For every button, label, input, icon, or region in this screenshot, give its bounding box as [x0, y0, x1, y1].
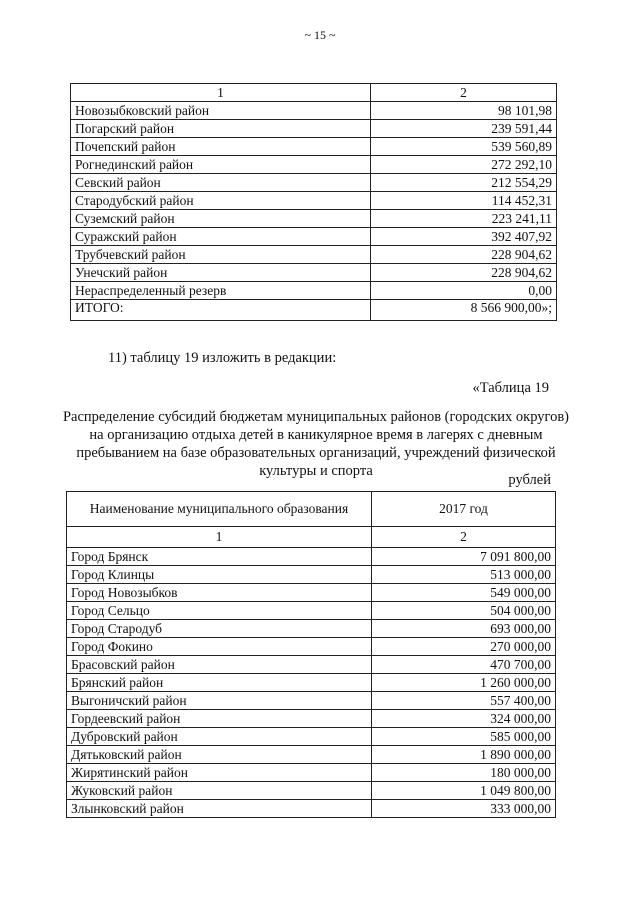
column-numbers-row	[67, 527, 556, 548]
row-name: Рогнединский район	[71, 156, 371, 174]
table-row	[71, 138, 557, 156]
table-row	[67, 782, 556, 800]
table-total-row	[71, 300, 557, 321]
row-value: 324 000,00	[372, 710, 556, 728]
row-value: 8 566 900,00»;	[371, 300, 557, 321]
table-row	[67, 602, 556, 620]
row-value: 98 101,98	[371, 102, 557, 120]
row-value: 513 000,00	[372, 566, 556, 584]
row-name: Злынковский район	[67, 800, 372, 818]
table-row	[67, 620, 556, 638]
table-row	[67, 710, 556, 728]
row-name: Город Брянск	[67, 548, 372, 566]
column-number-2: 2	[372, 527, 556, 548]
column-header-year: 2017 год	[372, 492, 556, 527]
table-row	[67, 764, 556, 782]
table-row	[67, 566, 556, 584]
row-value: 1 260 000,00	[372, 674, 556, 692]
row-name: Город Сельцо	[67, 602, 372, 620]
row-value: 557 400,00	[372, 692, 556, 710]
table-row	[71, 156, 557, 174]
row-value: 0,00	[371, 282, 557, 300]
table-row	[67, 746, 556, 764]
column-number-1: 1	[67, 527, 372, 548]
row-name: Унечский район	[71, 264, 371, 282]
currency-unit: рублей	[508, 472, 551, 488]
row-name: Выгоничский район	[67, 692, 372, 710]
table-row	[71, 228, 557, 246]
table-row	[71, 192, 557, 210]
row-name: Суражский район	[71, 228, 371, 246]
row-value: 228 904,62	[371, 246, 557, 264]
table-label: «Таблица 19	[472, 380, 549, 396]
row-value: 114 452,31	[371, 192, 557, 210]
row-value: 392 407,92	[371, 228, 557, 246]
row-name: Жуковский район	[67, 782, 372, 800]
row-name: Почепский район	[71, 138, 371, 156]
row-name: Брянский район	[67, 674, 372, 692]
column-number-2: 2	[371, 84, 557, 102]
table-row	[71, 120, 557, 138]
row-value: 585 000,00	[372, 728, 556, 746]
row-name: Погарский район	[71, 120, 371, 138]
row-name: ИТОГО:	[71, 300, 371, 321]
table-row	[67, 692, 556, 710]
row-value: 1 890 000,00	[372, 746, 556, 764]
row-name: Севский район	[71, 174, 371, 192]
table-row	[71, 282, 557, 300]
row-value: 223 241,11	[371, 210, 557, 228]
table-row	[67, 548, 556, 566]
row-value: 7 091 800,00	[372, 548, 556, 566]
row-name: Брасовский район	[67, 656, 372, 674]
row-name: Город Новозыбков	[67, 584, 372, 602]
row-name: Город Стародуб	[67, 620, 372, 638]
table-row	[71, 264, 557, 282]
amendment-instruction: 11) таблицу 19 изложить в редакции:	[108, 350, 337, 366]
table-header-row	[67, 492, 556, 527]
row-value: 228 904,62	[371, 264, 557, 282]
row-name: Город Клинцы	[67, 566, 372, 584]
table-row	[67, 584, 556, 602]
row-value: 212 554,29	[371, 174, 557, 192]
row-value: 272 292,10	[371, 156, 557, 174]
column-header-municipality: Наименование муниципального образования	[67, 492, 372, 527]
row-value: 693 000,00	[372, 620, 556, 638]
table-row	[67, 728, 556, 746]
row-name: Суземский район	[71, 210, 371, 228]
row-value: 270 000,00	[372, 638, 556, 656]
row-value: 180 000,00	[372, 764, 556, 782]
table-row	[67, 800, 556, 818]
row-value: 1 049 800,00	[372, 782, 556, 800]
table-title: Распределение субсидий бюджетам муниципальных районов (городских округов) на организацию отдыха детей в каникулярное время в лагерях с дневным пребыванием на базе образовательных организаций, учреждений физической культуры и спорта	[62, 409, 570, 479]
row-value: 539 560,89	[371, 138, 557, 156]
table-row	[67, 674, 556, 692]
row-name: Нераспределенный резерв	[71, 282, 371, 300]
allocation-table-continued	[70, 83, 557, 321]
row-name: Гордеевский район	[67, 710, 372, 728]
row-name: Жирятинский район	[67, 764, 372, 782]
table-row	[67, 656, 556, 674]
row-value: 239 591,44	[371, 120, 557, 138]
table-row	[71, 174, 557, 192]
row-value: 504 000,00	[372, 602, 556, 620]
subsidy-table	[66, 491, 556, 818]
row-name: Дятьковский район	[67, 746, 372, 764]
table-row	[71, 102, 557, 120]
row-name: Город Фокино	[67, 638, 372, 656]
row-name: Трубчевский район	[71, 246, 371, 264]
row-name: Новозыбковский район	[71, 102, 371, 120]
row-value: 333 000,00	[372, 800, 556, 818]
table-row	[71, 246, 557, 264]
row-name: Стародубский район	[71, 192, 371, 210]
row-name: Дубровский район	[67, 728, 372, 746]
page-number: ~ 15 ~	[304, 28, 336, 42]
column-number-1: 1	[71, 84, 371, 102]
row-value: 470 700,00	[372, 656, 556, 674]
table-row	[71, 210, 557, 228]
table-header-row	[71, 84, 557, 102]
row-value: 549 000,00	[372, 584, 556, 602]
table-row	[67, 638, 556, 656]
